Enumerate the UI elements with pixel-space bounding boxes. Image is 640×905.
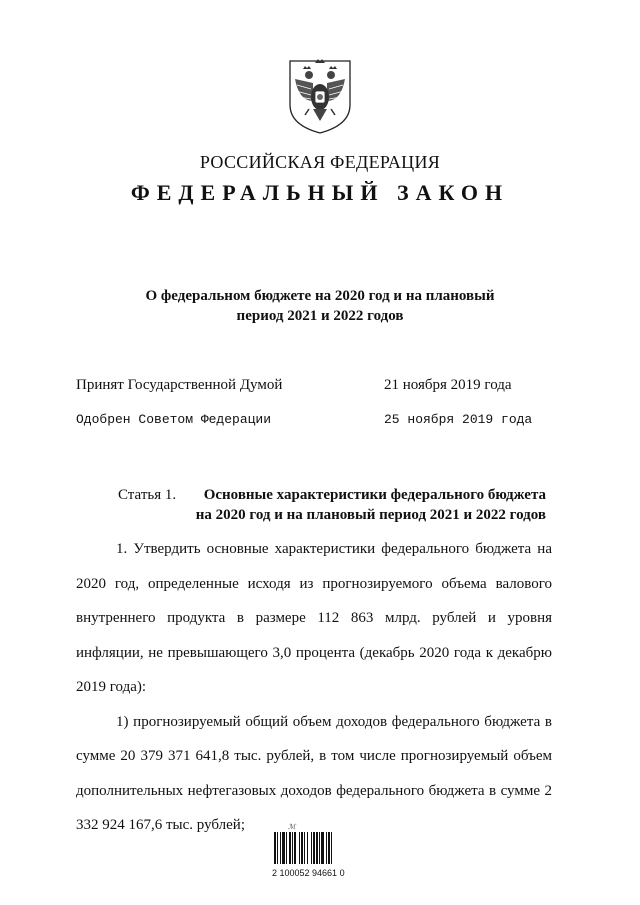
barcode-bar	[299, 832, 300, 864]
barcode-bar	[307, 832, 308, 864]
adoption-duma-date: 21 ноября 2019 года	[384, 377, 512, 393]
paragraph-2: 1) прогнозируемый общий объем доходов федерального бюджета в сумме 20 379 371 641,8 тыс. рублей, в том числе прогнозируемый объем дополнительных нефтегазовых доходов федерального бюджета в сумме 2 332 924 167,6 тыс. рублей;	[76, 713, 552, 833]
barcode-bar	[321, 832, 324, 864]
barcode-bar	[286, 832, 287, 864]
article-title-line-2: на 2020 год и на плановый период 2021 и 2022 годов	[195, 507, 546, 523]
barcode-bar	[331, 832, 332, 864]
article-body	[76, 532, 552, 843]
law-title-line-2: период 2021 и 2022 годов	[236, 308, 404, 324]
barcode-bar	[280, 832, 281, 864]
barcode	[272, 822, 364, 882]
barcode-icon	[272, 822, 364, 866]
document-type: ФЕДЕРАЛЬНЫЙ ЗАКОН	[130, 180, 510, 205]
adoption-council-date: 25 ноября 2019 года	[384, 412, 533, 427]
adoption-council	[76, 412, 536, 427]
barcode-bar	[277, 832, 278, 864]
article-title	[186, 485, 546, 525]
law-title	[100, 286, 540, 326]
barcode-bar	[289, 832, 291, 864]
barcode-bar	[282, 832, 285, 864]
barcode-bar	[316, 832, 318, 864]
barcode-bar	[326, 832, 327, 864]
paragraph-1: 1. Утвердить основные характеристики федерального бюджета на 2020 год, определенные исходя из прогнозируемого объема валового внутреннего продукта в размере 112 863 млрд. рублей и уровня инфляции, не превышающего 3,0 процента (декабрь 2020 года к декабрю 2019 года):	[76, 541, 552, 695]
barcode-bar	[313, 832, 315, 864]
barcode-bar	[274, 832, 276, 864]
country-name: РОССИЙСКАЯ ФЕДЕРАЦИЯ	[199, 152, 441, 172]
barcode-bar	[294, 832, 296, 864]
law-title-line-1: О федеральном бюджете на 2020 год и на плановый	[145, 288, 495, 304]
barcode-bar	[301, 832, 303, 864]
coat-of-arms-icon	[285, 55, 355, 135]
adoption-council-label: Одобрен Советом Федерации	[76, 412, 272, 427]
adoption-duma	[76, 377, 536, 394]
article-title-line-1: Основные характеристики федерального бюджета	[203, 487, 546, 503]
adoption-duma-label: Принят Государственной Думой	[76, 377, 283, 393]
barcode-number: 2 100052 94661 0	[272, 868, 345, 878]
article-number: Статья 1.	[118, 487, 177, 503]
barcode-bar	[319, 832, 320, 864]
barcode-bar	[328, 832, 330, 864]
svg-text:ℳ: ℳ	[288, 823, 296, 831]
barcode-bar	[304, 832, 305, 864]
barcode-bar	[292, 832, 293, 864]
barcode-bar	[311, 832, 312, 864]
